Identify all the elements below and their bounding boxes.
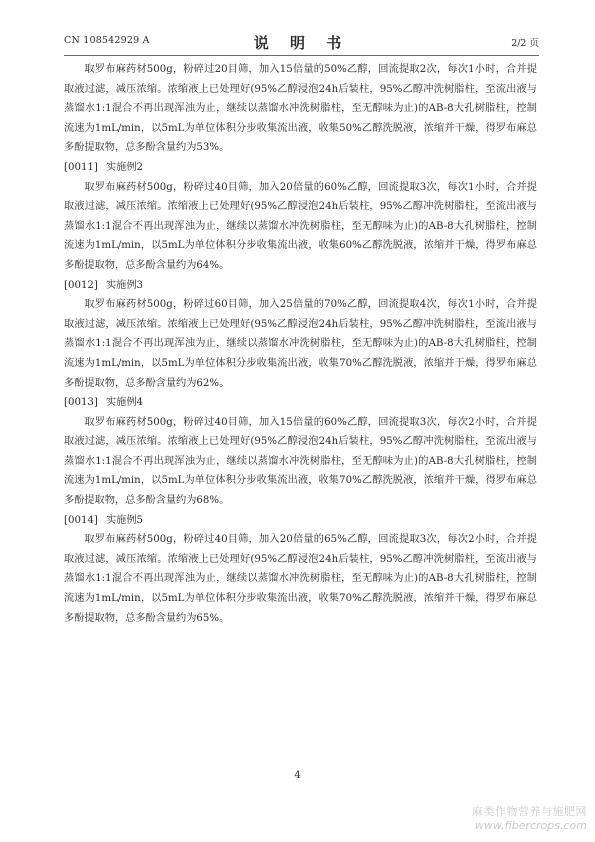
section-heading-0013 [64, 393, 537, 413]
document-title: 说 明 书 [253, 34, 350, 52]
paragraph-example-2: 取罗布麻药材500g，粉碎过40目筛，加入20倍量的60%乙醇，回流提取3次，每次1小时，合并提取液过滤，减压浓缩。浓缩液上已处理好(95%乙醇浸泡24h后装柱，95%乙醇冲洗树脂柱，至流出液与蒸馏水1:1混合不再出现浑浊为止，继续以蒸馏水冲洗树脂柱，至无醇味为止)的AB-8大孔树脂柱，控制流速为1mL/min，以5mL为单位体积分步收集流出液，收集60%乙醇洗脱液，浓缩并干燥，得罗布麻总多酚提取物，总多酚含量约为64%。 [64, 181, 537, 271]
paragraph-example-3: 取罗布麻药材500g，粉碎过60目筛，加入25倍量的70%乙醇，回流提取4次，每次1小时，合并提取液过滤，减压浓缩。浓缩液上已处理好(95%乙醇浸泡24h后装柱，95%乙醇冲洗树脂柱，至流出液与蒸馏水1:1混合不再出现浑浊为止，继续以蒸馏水冲洗树脂柱，至无醇味为止)的AB-8大孔树脂柱，控制流速为1mL/min，以5mL为单位体积分步收集流出液，收集70%乙醇洗脱液，浓缩并干燥，得罗布麻总多酚提取物，总多酚含量约为62%。 [64, 299, 537, 389]
paragraph-number: [0014] [64, 514, 98, 526]
section-heading-0014 [64, 511, 537, 531]
paragraph-number: [0013] [64, 397, 98, 409]
paragraph-number: [0012] [64, 279, 98, 291]
section-heading-0012 [64, 276, 537, 296]
paragraph-number: [0011] [64, 161, 98, 173]
patent-number: CN 108542929 A [64, 35, 150, 46]
page-header [64, 33, 539, 51]
watermark-site-name: 麻类作物营养与施肥网 [472, 805, 587, 818]
paragraph-example-4: 取罗布麻药材500g，粉碎过40目筛，加入15倍量的60%乙醇，回流提取3次，每次2小时，合并提取液过滤，减压浓缩。浓缩液上已处理好(95%乙醇浸泡24h后装柱，95%乙醇冲洗树脂柱，至流出液与蒸馏水1:1混合不再出现浑浊为止，继续以蒸馏水冲洗树脂柱，至无醇味为止)的AB-8大孔树脂柱，控制流速为1mL/min，以5mL为单位体积分步收集流出液，收集70%乙醇洗脱液，浓缩并干燥，得罗布麻总多酚提取物，总多酚含量约为68%。 [64, 416, 537, 507]
document-body [64, 60, 537, 628]
page-indicator: 2/2 页 [511, 38, 539, 49]
section-label: 实施例4 [106, 397, 144, 409]
paragraph-example-5: 取罗布麻药材500g，粉碎过40目筛，加入20倍量的65%乙醇，回流提取3次，每次2小时，合并提取液过滤，减压浓缩。浓缩液上已处理好(95%乙醇浸泡24h后装柱，95%乙醇冲洗树脂柱，至流出液与蒸馏水1:1混合不再出现浑浊为止，继续以蒸馏水冲洗树脂柱，至无醇味为止)的AB-8大孔树脂柱，控制流速为1mL/min，以5mL为单位体积分步收集流出液，收集70%乙醇洗脱液，浓缩并干燥，得罗布麻总多酚提取物，总多酚含量约为65%。 [64, 534, 537, 624]
section-label: 实施例3 [106, 279, 144, 291]
header-divider [64, 55, 539, 56]
section-label: 实施例5 [106, 514, 144, 526]
site-watermark [472, 803, 587, 832]
watermark-url: www.fibercrops.com [474, 819, 587, 832]
page-number: 4 [294, 770, 301, 781]
section-heading-0011 [64, 158, 537, 178]
section-label: 实施例2 [106, 161, 144, 173]
paragraph-example-1: 取罗布麻药材500g，粉碎过20目筛，加入15倍量的50%乙醇，回流提取2次，每次1小时，合并提取液过滤，减压浓缩。浓缩液上已处理好(95%乙醇浸泡24h后装柱，95%乙醇冲洗树脂柱，至流出液与蒸馏水1:1混合不再出现浑浊为止，继续以蒸馏水冲洗树脂柱，至无醇味为止)的AB-8大孔树脂柱，控制流速为1mL/min，以5mL为单位体积分步收集流出液，收集50%乙醇洗脱液，浓缩并干燥，得罗布麻总多酚提取物，总多酚含量约为53%。 [64, 64, 537, 154]
